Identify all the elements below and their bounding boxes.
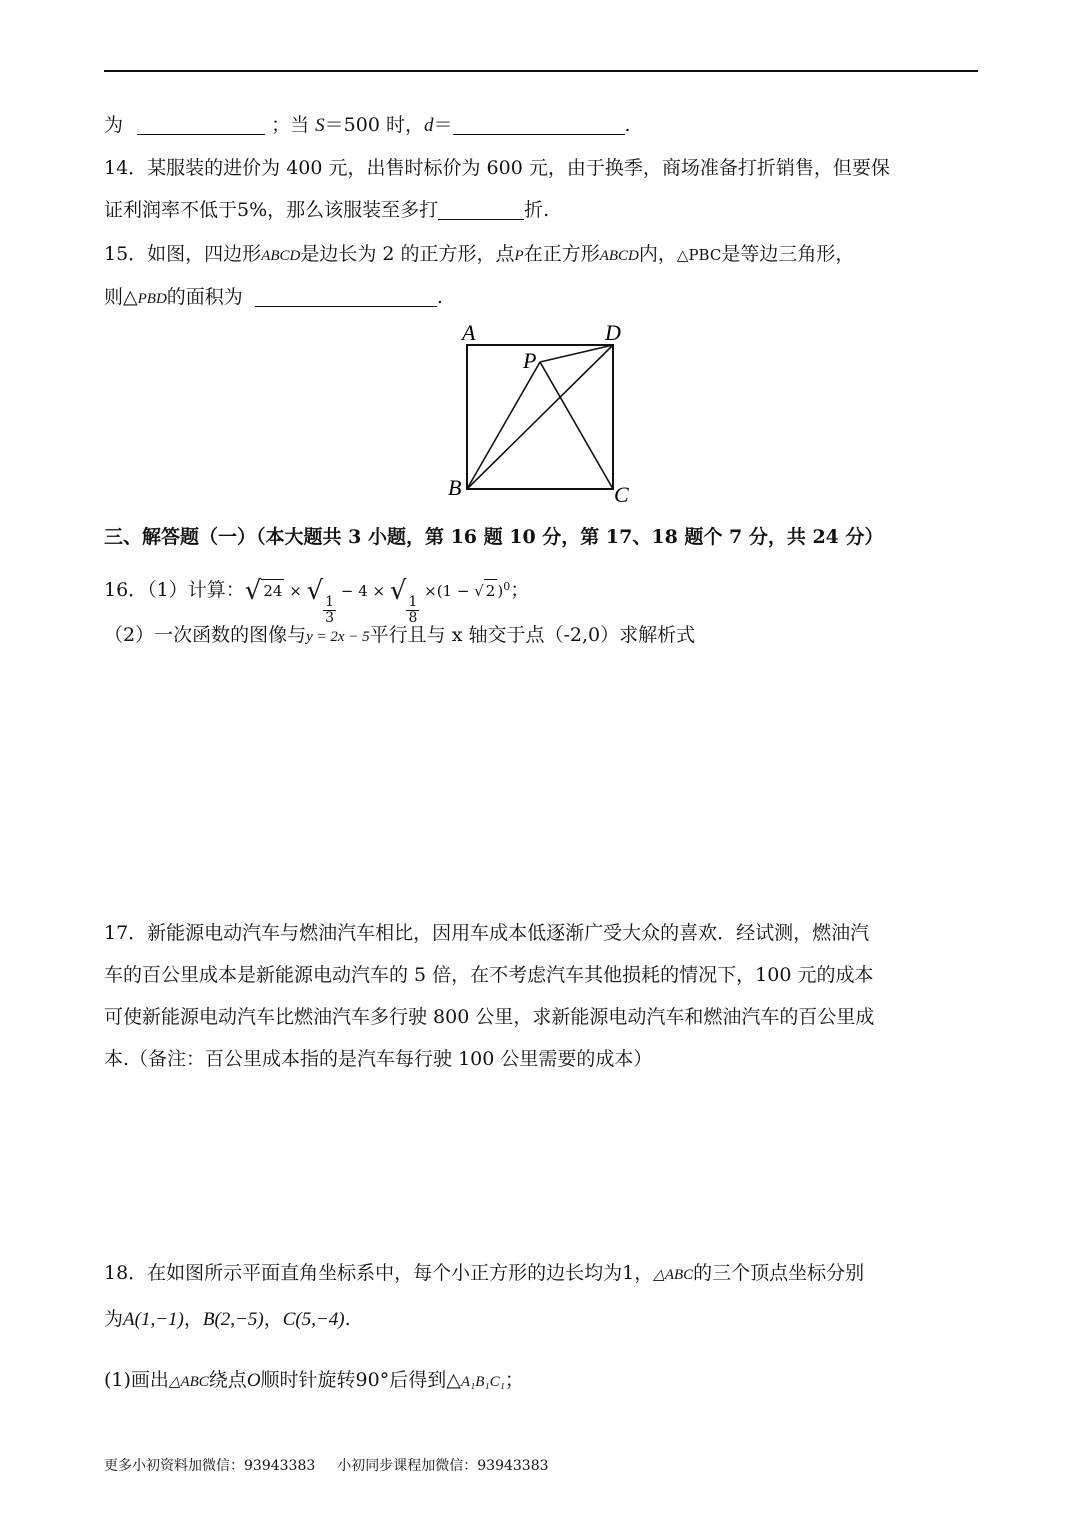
q16-part-1-label: 16．（1）计算： — [104, 579, 245, 601]
q18-line-2: 为A(1,−1)，B(2,−5)，C(5,−4). — [104, 1308, 351, 1330]
q18-line-1-a: 18．在如图所示平面直角坐标系中，每个小正方形的边长均为1， — [104, 1262, 654, 1284]
q15-line-2-end: . — [436, 286, 443, 308]
label-c: C — [614, 482, 629, 507]
q15-blank — [255, 284, 437, 307]
q17-line-1: 17．新能源电动汽车与燃油汽车相比，因用车成本低逐渐广受大众的喜欢．经试测，燃油汽 — [104, 922, 870, 944]
point-c: C(5,−4) — [282, 1309, 345, 1330]
q18-line-1-b: 的三个顶点坐标分别 — [693, 1262, 865, 1284]
q18-tri-a1b1c1: A₁B₁C₁ — [460, 1374, 505, 1390]
diagonal-bd — [467, 345, 613, 489]
q13-mid-c: ＝ — [433, 114, 453, 136]
footer-left: 更多小初资料加微信：93943383 — [104, 1458, 316, 1474]
q18-line-2-a: 为 — [104, 1308, 124, 1330]
label-d: D — [605, 320, 621, 345]
q14-line-2-a: 证利润率不低于5%，那么该服装至多打 — [104, 199, 439, 221]
q16-part-2 — [104, 621, 695, 651]
q14-blank — [438, 197, 524, 220]
q14-line-1: 14．某服装的进价为 400 元，出售时标价为 600 元，由于换季，商场准备打折销售，但要保 — [104, 157, 890, 179]
label-p: P — [523, 348, 537, 373]
times-1: × — [289, 582, 302, 600]
close-paren: ) — [497, 582, 504, 600]
q15-line-1 — [104, 240, 854, 270]
point-a: A(1,−1) — [123, 1309, 184, 1330]
q15-line-1-e: 是等边三角形， — [721, 243, 855, 265]
q18-part-1-tri: △ABC — [168, 1374, 209, 1390]
q16-part-2-a: （2）一次函数的图像与 — [104, 624, 307, 646]
fraction-1-8: $\frac{1}{8}$ — [408, 594, 418, 626]
sqrt-24: 24 — [261, 579, 284, 602]
minus-4: − 4 × — [340, 582, 386, 600]
radical-sign-4: √ — [474, 582, 484, 600]
q17-line-4: 本.（备注：百公里成本指的是汽车每行驶 100 公里需要的成本） — [104, 1048, 653, 1070]
q13-line — [104, 111, 631, 140]
q13-prefix: 为 — [104, 114, 124, 136]
q15-pbd: PBD — [137, 291, 167, 307]
footer — [104, 1456, 549, 1476]
segment-pd — [540, 345, 613, 362]
q18-line-1 — [104, 1259, 864, 1289]
q16-part-2-b: 平行且与 x 轴交于点（-2,0）求解析式 — [369, 624, 696, 646]
q16-expression — [244, 576, 511, 626]
q15-line-2 — [104, 283, 443, 313]
q15-abcd: ABCD — [261, 248, 301, 264]
q15-tri-pbc: △PBC — [676, 246, 722, 264]
radical-sign-1: √ — [244, 576, 262, 606]
q18-part-1 — [104, 1366, 524, 1396]
q15-line-2-b: 的面积为 — [166, 286, 243, 308]
q16-part-1-end: ； — [510, 579, 530, 601]
q17-line-2: 车的百公里成本是新能源电动汽车的 5 倍，在不考虑汽车其他损耗的情况下，100 元的成本 — [104, 964, 874, 986]
q13-blank-1 — [137, 112, 265, 135]
q13-var-d: d — [423, 115, 434, 136]
point-o: O — [246, 1370, 261, 1391]
q17-line-3: 可使新能源电动汽车比燃油汽车多行驶 800 公里，求新能源电动汽车和燃油汽车的百公里成 — [104, 1006, 875, 1028]
q15-abcd-2: ABCD — [599, 248, 639, 264]
section-3-heading: 三、解答题（一）（本大题共 3 小题，第 16 题 10 分，第 17、18 题个 7 分，共 24 分） — [104, 526, 884, 548]
q15-line-1-b: 是边长为 2 的正方形，点 — [300, 243, 515, 265]
radical-sign-2: √ — [306, 576, 324, 606]
times-2: ×(1 − — [424, 582, 470, 600]
header-rule — [104, 70, 978, 72]
q13-blank-2 — [453, 112, 625, 135]
q18-part-1-a: (1)画出 — [104, 1369, 169, 1391]
q13-mid-b: ＝500 时， — [324, 114, 424, 136]
q14-line-2-b: 折. — [524, 199, 550, 221]
q18-tri-abc: △ABC — [653, 1267, 694, 1283]
footer-right: 小初同步课程加微信：93943383 — [337, 1458, 549, 1474]
q15-p: P — [514, 248, 524, 264]
q18-part-1-end: ； — [504, 1369, 524, 1391]
label-a: A — [462, 320, 476, 345]
q15-line-1-a: 15．如图，四边形 — [104, 243, 262, 265]
q13-mid-a: ；当 — [271, 114, 310, 136]
label-b: B — [448, 475, 462, 500]
q16-equation: y = 2x − 5 — [306, 629, 370, 645]
exponent-0: 0 — [503, 580, 511, 593]
q15-line-1-c: 在正方形 — [523, 243, 600, 265]
q13-var-s: S — [315, 115, 325, 136]
point-b: B(2,−5) — [202, 1309, 264, 1330]
radical-sign-3: √ — [389, 576, 407, 606]
q16-part-1 — [104, 570, 530, 626]
q18-part-1-c: 顺时针旋转90°后得到△ — [260, 1369, 461, 1391]
q13-end: . — [624, 114, 631, 136]
segment-bp — [467, 362, 540, 489]
square-figure — [440, 318, 650, 508]
q18-part-1-b: 绕点 — [208, 1369, 247, 1391]
q15-line-1-d: 内， — [638, 243, 677, 265]
q14-line-2 — [104, 196, 549, 224]
q15-line-2-a: 则△ — [104, 286, 138, 308]
fraction-1-3: $\frac{1}{3}$ — [325, 594, 335, 626]
sqrt-2: 2 — [484, 579, 498, 602]
